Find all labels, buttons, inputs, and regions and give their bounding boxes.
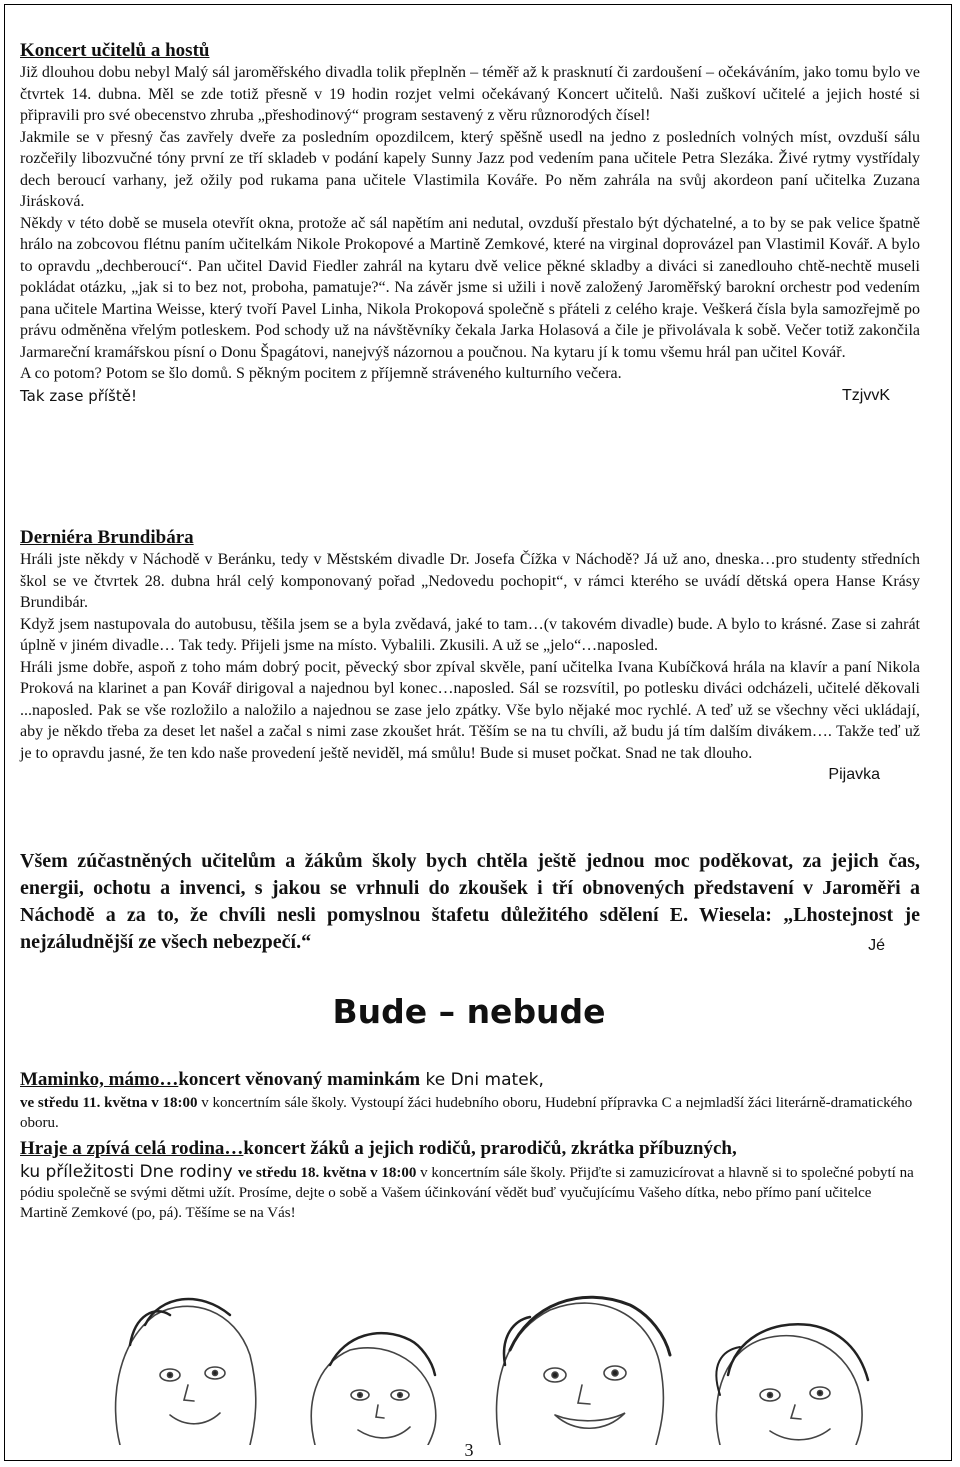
concert-closing: Tak zase příště! [20, 386, 137, 405]
concert-signoff [20, 385, 920, 407]
concert-signature: TzjvvK [842, 386, 890, 404]
events-list [20, 1068, 920, 1223]
event-family-day [20, 1136, 920, 1162]
derniera-paragraph-1: Hráli jste někdy v Náchodě v Beránku, tedy v Městském divadle Dr. Josefa Čížka v Náchodě? Já už ano, dneska…pro studenty středních škol se ve čtvrtek 28. dubna hrál celý komponovaný pořad „Nedovedu pochopit“, v rámci kterého se uvádí dětská opera Hanse Krásy Brundibár. [20, 551, 920, 611]
event-mothers-day [20, 1068, 920, 1093]
thanks-text: Všem zúčastněných učitelům a žákům školy bych chtěla ještě jednou moc poděkovat, za jejich čas, energii, ochotu a invenci, s jakou se vrhnuli do zkoušek i tří obnovených představení v Jaroměři a Náchodě a za to, že chvíli nesli pomyslnou štafetu důležitého sdělení E. Wiesela: „Lhostejnost je nejzáludnější ze všech nebezpečí.“ [20, 850, 920, 953]
concert-paragraph-3: Někdy v této době se musela otevřít okna, protože ač sál napětím ani nedutal, ovzduší přestalo být dýchatelné, a to by se pak velice špatně hrálo na zobcovou flétnu paním učitelkám Nikole Prokopové a Martině Zemkové, které na virginal doprovázel pan Vlastimil Kovář. A bylo to opravdu „dechberoucí“. Pan učitel David Fiedler zahrál na kytaru dvě velice pěkné skladby a diváci si zanedlouho chtě-nechtě museli pokládat otázku, „jak si to bez not, proboha, pamatuje?“. Na závěr jsme si užili i nově založený Jaroměřský barokní orchestr pod vedením pana učitele Martina Weisse, který tvoří Pavel Linha, Nikola Prokopová společně s přáteli z celého kraje. Veškerá čísla byla samozřejmě po právu odměněna vřelým potleskem. Pod schody už na návštěvníky čekala Jarka Holasová a čile je přivolávala k sobě. Večer totiž zakončila Jarmareční kramářskou písní o Donu Špagátovi, nanejvýš názornou a poučnou. Na kytaru jí k tomu všemu hrál pan učitel Kovář. [20, 214, 920, 361]
event2-details [20, 1162, 920, 1223]
derniera-title: Derniéra Brundibára [20, 527, 194, 548]
event1-head: Maminko, mámo… [20, 1069, 179, 1090]
event1-date: ve středu 11. května v 18:00 [20, 1095, 198, 1111]
concert-title: Koncert učitelů a hostů [20, 40, 210, 61]
child-drawing-faces [116, 1297, 868, 1445]
derniera-article [20, 527, 920, 785]
derniera-signature: Pijavka [828, 766, 880, 783]
derniera-paragraph-2: Když jsem nastupovala do autobusu, těšila jsem se a byla zvědavá, jaké to tam…(v takovém divadle) bude. A bylo to krásné. Zase si zahrát úplně v jiném divadle… Tak tedy. Přijeli jsme na místo. Vybalili. Zkusili. A už se „jelo“…naposled. [20, 615, 920, 654]
concert-paragraph-1: Již dlouhou dobu nebyl Malý sál jaroměřského divadla tolik přeplněn – téměř až k prasknutí či zardoušení – očekáváním, jako tomu bylo ve čtvrtek 14. dubna. Měl se zde totiž přesně v 19 hodin rozjet velmi očekávaný Koncert učitelů. Naši zuškoví učitelé a jejich hosté si připravili pro své obecenstvo zhruba „přeshodinový“ program sestavený z věru různorodých čísel! [20, 64, 920, 124]
concert-article [20, 40, 920, 407]
derniera-paragraph-3: Hráli jsme dobře, aspoň z toho mám dobrý pocit, pěvecký sbor zpíval skvěle, paní učitelka Ivana Kubíčková hrála na klavír a paní Nikola Proková na klarinet a pan Kovář dirigoval a najednou byl konec…naposled. Sál se rozsvítil, po potlesku diváci odcházeli, učitelé děkovali ...naposled. Pak se vše rozložilo a naložilo a najednou se zase jelo zpátky. Vše bylo nějaké moc rychlé. A teď už se všechny věci ukládají, aby je někdo třeba za deset let našel a začal s nimi zase zkoušet hrát. Těším se na tu chvíli, až budu já tím dalším divákem…. Takže teď už je to opravdu jasné, že ten kdo naše provedení ještě neviděl, má smůlu! Bude si muset počkat. Snad ne tak dlouho. [20, 658, 920, 762]
page-number: 3 [464, 1440, 474, 1460]
family-drawing [60, 1255, 920, 1445]
thanks-paragraph [20, 848, 920, 956]
concert-paragraph-4: A co potom? Potom se šlo domů. S pěkným pocitem z příjemně stráveného kulturního večera. [20, 365, 622, 382]
thanks-signature: Jé [868, 937, 885, 954]
event2-bold: koncert žáků a jejich rodičů, prarodičů, zkrátka příbuzných, [243, 1138, 737, 1159]
event1-details [20, 1093, 920, 1133]
event1-plain: ke Dni matek, [420, 1070, 544, 1090]
event2-head: Hraje a zpívá celá rodina… [20, 1138, 244, 1159]
thanks-block [20, 848, 920, 959]
event1-rest: v koncertním sále školy. Vystoupí žáci hudebního oboru, Hudební přípravka C a nejmladší žáci literárně-dramatického oboru. [20, 1095, 913, 1131]
event2-date: ve středu 18. května v 18:00 [238, 1165, 417, 1181]
event2-plain: ku příležitosti Dne rodiny [20, 1162, 239, 1182]
concert-paragraph-2: Jakmile se v přesný čas zavřely dveře za posledním opozdilcem, který spěšně usedl na jedno z posledních volných míst, ovzduší sálu rozčeřily libozvučné tóny první ze tří skladeb v podání kapely Sunny Jazz pod vedením pana učitele Petra Slezáka. Živé rytmy vystřídaly dech beroucí varhany, jež ožily pod rukama pana učitele Vlastimila Kováře. Po něm zahrála na svůj akordeon paní učitelka Zuzana Jirásková. [20, 128, 920, 210]
event2-rest: v koncertním sále školy. Přijďte si zamuzicírovat a hlavně si to společné pobytí na pódiu společně se svými dětmi užít. Prosíme, dejte o sobě a Vašem účinkování vědět buď vyučujícímu Vašeho dítka, nebo přímo paní učitelce Martině Zemkové (po, pá). Těšíme se na Vás! [20, 1165, 914, 1221]
event1-bold: koncert věnovaný maminkám [178, 1069, 421, 1090]
bude-nebude-heading: Bude – nebude [332, 992, 606, 1031]
